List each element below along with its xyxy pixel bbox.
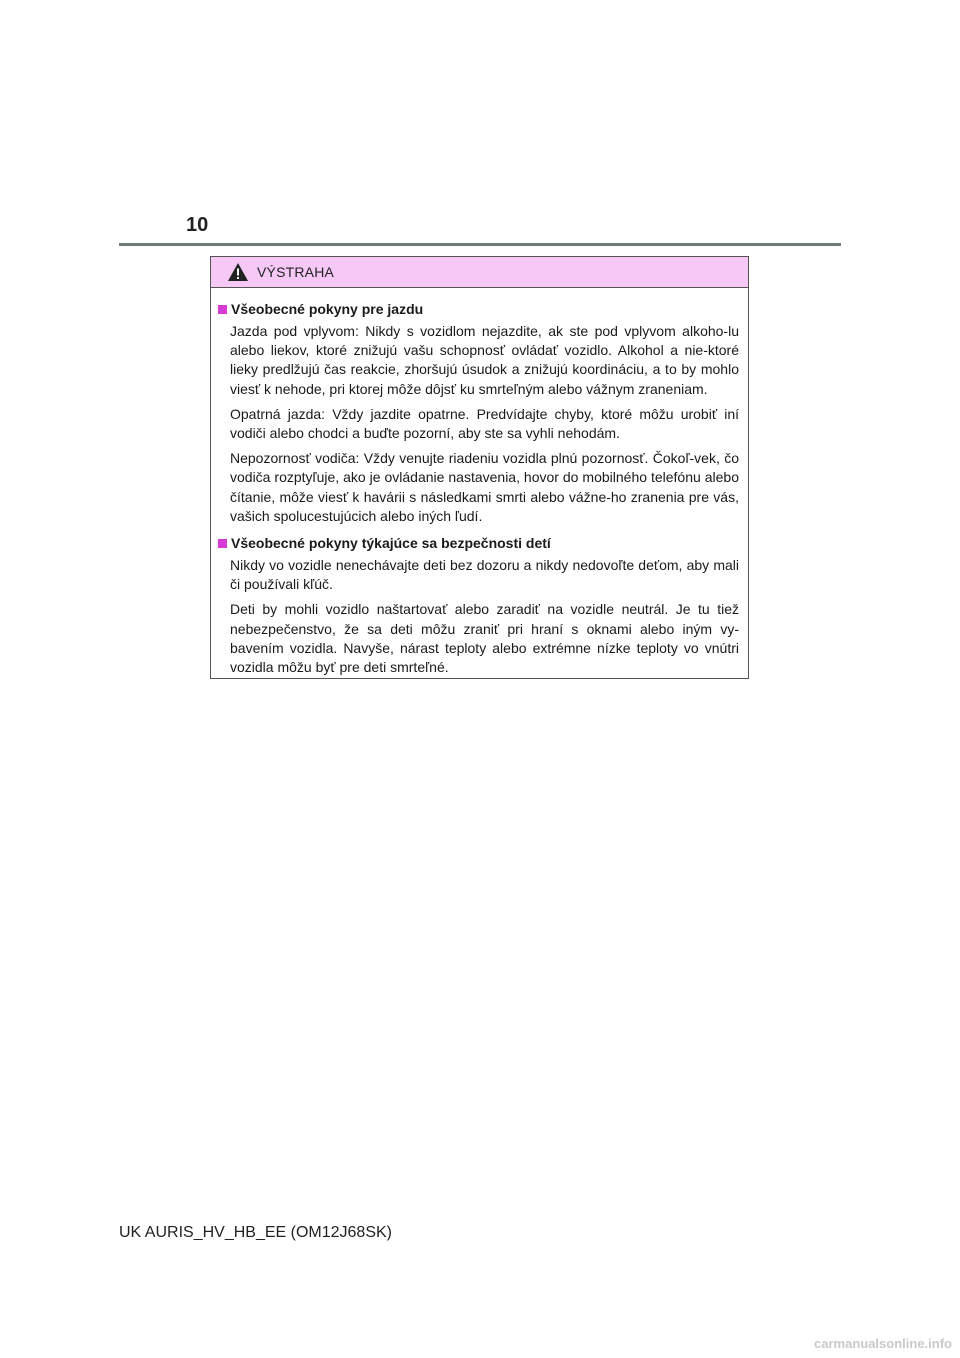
footer-document-code: UK AURIS_HV_HB_EE (OM12J68SK) xyxy=(119,1224,392,1241)
section-heading xyxy=(218,533,739,553)
watermark: carmanualsonline.info xyxy=(814,1336,952,1351)
paragraph: Nikdy vo vozidle nenechávajte deti bez dozoru a nikdy nedovoľte deťom, aby mali či používali kľúč. xyxy=(230,557,739,593)
paragraph: Nepozornosť vodiča: Vždy venujte riadeniu vozidla plnú pozornosť. Čokoľ-vek, čo vodiča rozptyľuje, ako je ovládanie nastavenia, hovor do mobilného telefónu alebo čítanie, môže viesť k havárii s následkami smrti alebo vážne-ho zranenia pre vás, vašich spolucestujúcich alebo iných ľudí. xyxy=(230,450,739,524)
paragraph: Jazda pod vplyvom: Nikdy s vozidlom nejazdite, ak ste pod vplyvom alkoho-lu alebo liekov, ktoré znižujú vašu schopnosť ovládať vozidlo. Alkohol a nie-ktoré lieky predlžujú čas reakcie, zhoršujú úsudok a znižujú koordináciu, a to by mohlo viesť k nehode, pri ktorej môže dôjsť ku smrteľným alebo vážnym zraneniam. xyxy=(230,323,739,397)
section-child-safety xyxy=(218,533,739,677)
page-number: 10 xyxy=(186,214,209,236)
section-driving xyxy=(218,299,739,526)
section-heading-text: Všeobecné pokyny týkajúce sa bezpečnosti detí xyxy=(231,535,551,552)
square-bullet-icon xyxy=(218,305,227,314)
warning-title: VÝSTRAHA xyxy=(257,264,335,280)
header-rule xyxy=(119,243,841,246)
warning-header xyxy=(211,257,748,288)
section-heading-text: Všeobecné pokyny pre jazdu xyxy=(231,301,424,317)
paragraph: Deti by mohli vozidlo naštartovať alebo zaradiť na vozidle neutrál. Je tu tiež nebezpečenstvo, že sa deti môžu zraniť pri hraní s oknami alebo iným vy-bavením vozidla. Navyše, nárast teploty alebo extrémne nízke teploty vo vnútri vozidla môžu byť pre deti smrteľné. xyxy=(230,601,739,676)
warning-triangle-icon xyxy=(227,262,249,282)
warning-box xyxy=(210,256,749,679)
paragraph: Opatrná jazda: Vždy jazdite opatrne. Predvídajte chyby, ktoré môžu urobiť iní vodiči alebo chodci a buďte pozorní, aby ste sa vyhli nehodám. xyxy=(230,405,739,442)
warning-body xyxy=(211,288,748,677)
square-bullet-icon xyxy=(218,539,227,548)
section-heading xyxy=(218,299,739,319)
